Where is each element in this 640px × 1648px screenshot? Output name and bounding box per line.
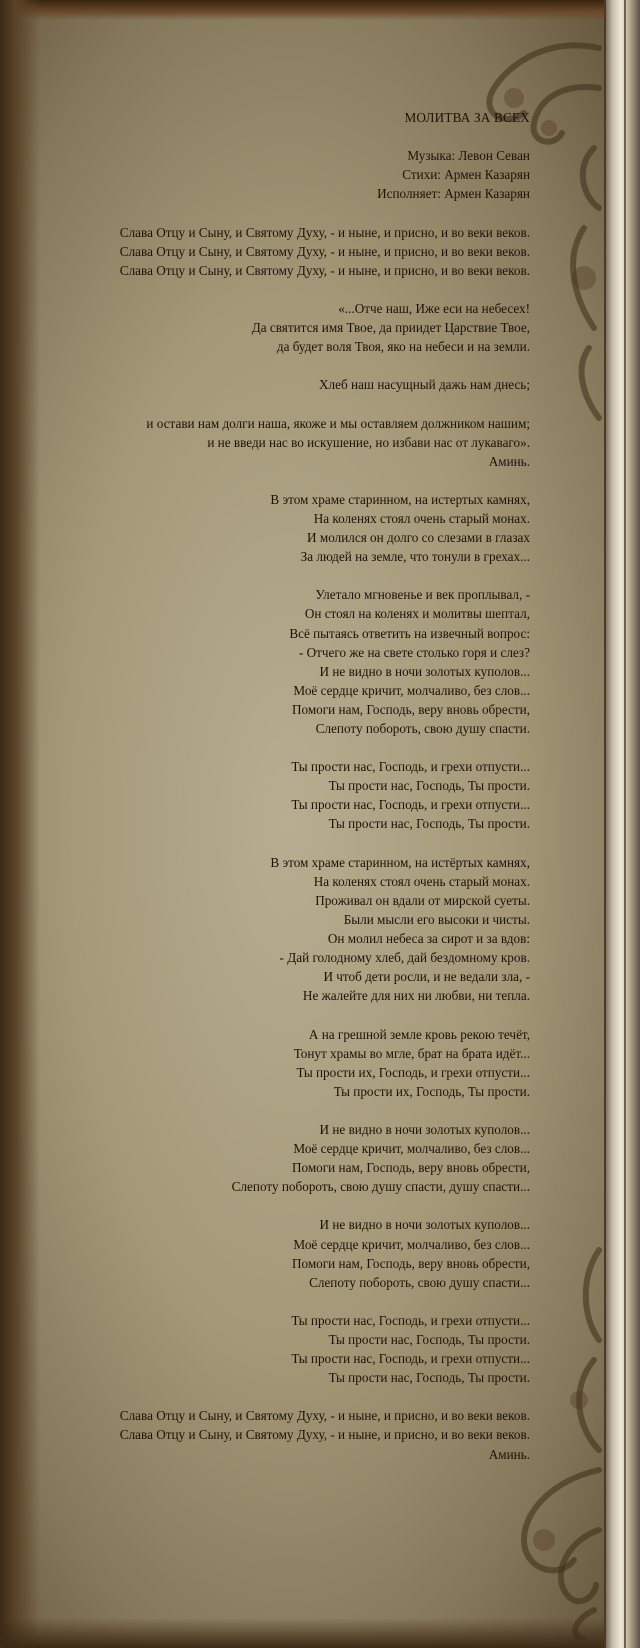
lyric-line: Ты прости нас, Господь, Ты прости. <box>328 1370 530 1386</box>
stanza <box>20 853 530 1006</box>
stanzas <box>20 223 530 1464</box>
lyric-line: Ты прости их, Господь, Ты прости. <box>333 1083 530 1099</box>
lyric-line: И не видно в ночи золотых куполов... <box>319 663 530 679</box>
lyric-line: - Дай голодному хлеб, дай бездомному кров. <box>279 950 530 966</box>
lyric-line: Слава Отцу и Сыну, и Святому Духу, - и ныне, и присно, и во веки веков. <box>119 1408 530 1424</box>
song-title: МОЛИТВА ЗА ВСЕХ <box>404 110 530 125</box>
stanza <box>20 299 530 356</box>
lyric-line: Помоги нам, Господь, веру вновь обрести, <box>291 1160 530 1176</box>
lyric-line: Ты прости нас, Господь, и грехи отпусти... <box>291 1312 530 1328</box>
lyric-line: Ты прости нас, Господь, и грехи отпусти... <box>291 759 530 775</box>
lyric-line: За людей на земле, что тонули в грехах... <box>300 549 530 565</box>
lyric-line: Ты прости нас, Господь, и грехи отпусти... <box>291 797 530 813</box>
lyric-line: Аминь. <box>488 453 530 469</box>
stanza <box>20 585 530 738</box>
lyric-line: Моё сердце кричит, молчаливо, без слов... <box>293 1141 530 1157</box>
lyric-line: - Отчего же на свете столько горя и слез? <box>298 644 530 660</box>
lyric-line: Хлеб наш насущный дажь нам днесь; <box>319 377 530 393</box>
stanza <box>20 757 530 833</box>
lyric-line: И молился он долго со слезами в глазах <box>307 530 530 546</box>
lyric-line: А на грешной земле кровь рекою течёт, <box>308 1026 530 1042</box>
credit-music: Музыка: Левон Севан <box>407 148 530 164</box>
lyric-line: и остави нам долги наша, якоже и мы оставляем должником нашим; <box>146 415 530 431</box>
lyric-line: Слава Отцу и Сыну, и Святому Духу, - и ныне, и присно, и во веки веков. <box>119 243 530 259</box>
lyric-line: Аминь. <box>488 1446 530 1462</box>
lyric-line: Слава Отцу и Сыну, и Святому Духу, - и ныне, и присно, и во веки веков. <box>119 1427 530 1443</box>
lyric-line: Помоги нам, Господь, веру вновь обрести, <box>291 1255 530 1271</box>
lyric-line: Ты прости нас, Господь, Ты прости. <box>328 1332 530 1347</box>
lyric-line: В этом храме старинном, на истертых камнях, <box>270 491 530 507</box>
lyric-line: Были мысли его высоки и чисты. <box>343 911 530 927</box>
lyric-line: Слепоту побороть, свою душу спасти, душу спасти... <box>231 1179 530 1195</box>
lyric-line: Ты прости нас, Господь, Ты прости. <box>328 816 530 832</box>
lyric-line: Ты прости нас, Господь, Ты прости. <box>328 778 530 794</box>
lyric-line: Моё сердце кричит, молчаливо, без слов... <box>293 1236 530 1252</box>
lyric-line: «...Отче наш, Иже еси на небесех! <box>338 300 530 316</box>
lyric-line: Он молил небеса за сирот и за вдов: <box>327 931 530 947</box>
lyric-line: Ты прости их, Господь, и грехи отпусти... <box>296 1064 530 1080</box>
lyric-line: Помоги нам, Господь, веру вновь обрести, <box>291 701 530 717</box>
lyric-line: На коленях стоял очень старый монах. <box>313 510 530 526</box>
stanza <box>20 1215 530 1291</box>
lyric-line: Всё пытаясь ответить на извечный вопрос: <box>289 625 530 641</box>
lyric-line: и не введи нас во искушение, но избави нас от лукаваго». <box>207 434 530 450</box>
lyrics-text <box>20 108 530 1464</box>
lyric-line: Тонут храмы во мгле, брат на брата идёт... <box>293 1045 530 1061</box>
book-spine <box>604 0 640 1648</box>
frame-top <box>0 0 640 20</box>
credit-performer: Исполняет: Армен Казарян <box>377 186 530 202</box>
stanza <box>20 414 530 471</box>
lyric-line: Слава Отцу и Сыну, и Святому Духу, - и ныне, и присно, и во веки веков. <box>119 262 530 278</box>
spine-line <box>624 0 626 1648</box>
stanza <box>20 1406 530 1463</box>
lyric-line: да будет воля Твоя, яко на небеси и на земли. <box>276 339 530 355</box>
lyric-line: Улетало мгновенье и век проплывал, - <box>315 587 530 603</box>
stanza <box>20 223 530 280</box>
lyric-line: Слепоту побороть, свою душу спасти... <box>309 1274 530 1290</box>
lyric-line: Ты прости нас, Господь, и грехи отпусти... <box>291 1351 530 1367</box>
lyric-line: Проживал он вдали от мирской суеты. <box>315 892 530 908</box>
stanza <box>20 1120 530 1196</box>
lyric-line: Не жалейте для них ни любви, ни тепла. <box>302 988 530 1004</box>
lyric-line: На коленях стоял очень старый монах. <box>313 873 530 889</box>
lyric-line: В этом храме старинном, на истёртых камнях, <box>270 854 530 870</box>
stanza <box>20 1025 530 1101</box>
lyric-line: Да святится имя Твое, да приидет Царствие Твое, <box>251 320 530 336</box>
stanza <box>20 1311 530 1387</box>
lyric-line: Моё сердце кричит, молчаливо, без слов... <box>293 682 530 698</box>
lyric-line: Слава Отцу и Сыну, и Святому Духу, - и ныне, и присно, и во веки веков. <box>119 224 530 240</box>
lyric-line: И чтоб дети росли, и не ведали зла, - <box>323 969 530 985</box>
lyric-line: Слепоту побороть, свою душу спасти. <box>315 721 530 736</box>
stanza <box>20 375 530 394</box>
lyric-line: И не видно в ночи золотых куполов... <box>319 1217 530 1233</box>
credit-lyrics: Стихи: Армен Казарян <box>402 167 530 183</box>
stanza <box>20 490 530 566</box>
lyric-line: И не видно в ночи золотых куполов... <box>319 1121 530 1137</box>
lyric-line: Он стоял на коленях и молитвы шептал, <box>304 606 530 622</box>
